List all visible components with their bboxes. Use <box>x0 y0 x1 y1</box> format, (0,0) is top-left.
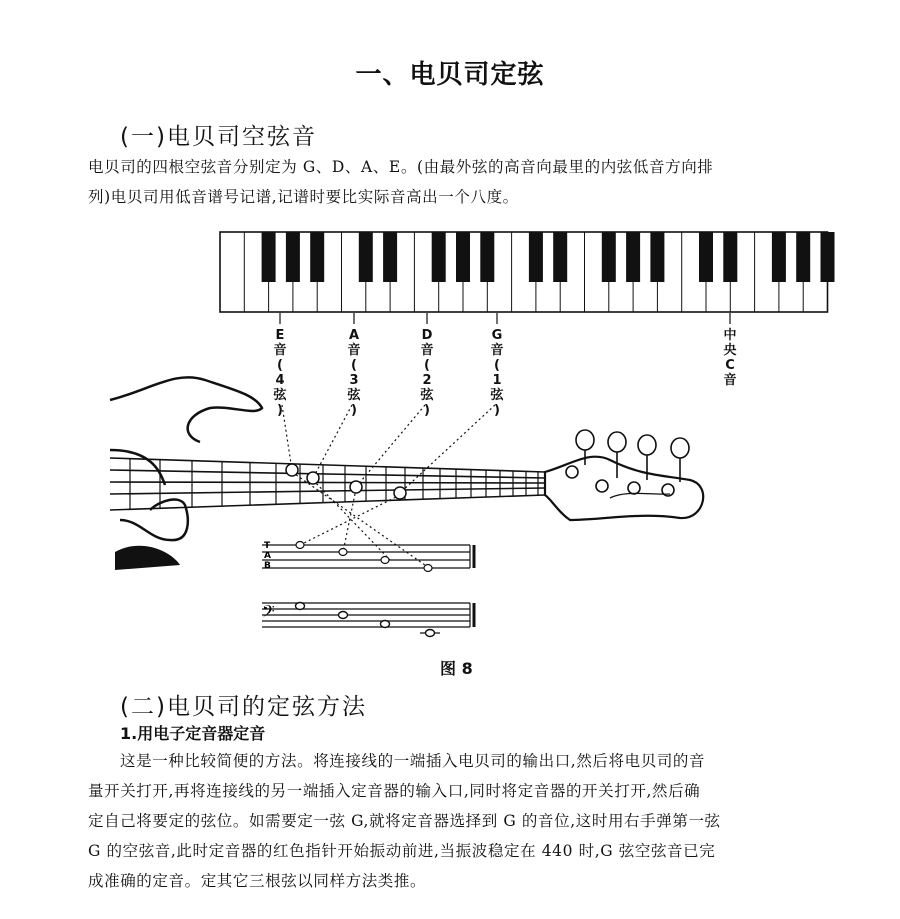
black-key <box>723 232 737 282</box>
page-heading: 一、电贝司定弦 <box>355 60 545 90</box>
label-char: E <box>275 328 285 343</box>
bass-clef-staff <box>262 603 474 633</box>
note-markers <box>286 464 406 499</box>
label-char: C <box>725 358 735 373</box>
label-char: 弦 <box>347 388 361 403</box>
label-g-string-1 <box>488 328 506 418</box>
black-key <box>699 232 713 282</box>
black-key <box>796 232 810 282</box>
bass-neck <box>110 458 545 510</box>
black-key <box>626 232 640 282</box>
label-char: D <box>421 328 433 343</box>
black-key <box>529 232 543 282</box>
label-e-string-4 <box>271 328 289 418</box>
label-char: 中 <box>723 328 737 343</box>
label-char: ) <box>277 403 283 418</box>
section-2-line-4: G 的空弦音,此时定音器的红色指针开始振动前进,当振波稳定在 440 时,G 弦空弦音已完 <box>88 842 716 860</box>
label-char: 2 <box>422 373 432 388</box>
label-char: ) <box>351 403 357 418</box>
label-char: ( <box>424 358 430 373</box>
label-char: 音 <box>420 343 434 358</box>
label-middle-c <box>721 328 739 388</box>
black-key <box>821 232 835 282</box>
section-1-line-1: 电贝司的四根空弦音分别定为 G、D、A、E。(由最外弦的高音向最里的内弦低音方向排 <box>88 158 714 176</box>
label-char: A <box>348 328 360 343</box>
label-char: 1 <box>492 373 502 388</box>
black-key <box>310 232 324 282</box>
figure-caption: 图 8 <box>440 659 473 678</box>
figure-8-diagram <box>0 220 900 660</box>
section-2-line-1: 这是一种比较简便的方法。将连接线的一端插入电贝司的输出口,然后将电贝司的音 <box>120 752 706 770</box>
label-char: 央 <box>723 343 737 358</box>
label-char: 弦 <box>420 388 434 403</box>
section-2-subtitle: 1.用电子定音器定音 <box>120 724 266 743</box>
section-2-title: (二)电贝司的定弦方法 <box>120 694 367 720</box>
label-char: 4 <box>275 373 285 388</box>
black-key <box>432 232 446 282</box>
black-key <box>359 232 373 282</box>
black-key <box>480 232 494 282</box>
piano-keyboard <box>220 232 835 312</box>
label-char: ( <box>494 358 500 373</box>
label-char: 3 <box>349 373 359 388</box>
tab-staff <box>262 545 474 568</box>
label-char: ) <box>494 403 500 418</box>
label-char: ( <box>351 358 357 373</box>
headstock-logo-mark <box>610 493 670 498</box>
section-2-line-5: 成准确的定音。定其它三根弦以同样方法类推。 <box>88 872 427 890</box>
section-2-line-2: 量开关打开,再将连接线的另一端插入定音器的输入口,同时将定音器的开关打开,然后确 <box>88 782 701 800</box>
label-char: ( <box>277 358 283 373</box>
black-key <box>262 232 276 282</box>
label-char: 弦 <box>273 388 287 403</box>
tab-zeros <box>296 542 432 572</box>
section-1-title: (一)电贝司空弦音 <box>120 124 317 150</box>
label-char: 音 <box>273 343 287 358</box>
staff-notes <box>296 603 435 637</box>
black-key <box>456 232 470 282</box>
label-char: 音 <box>347 343 361 358</box>
label-d-string-2 <box>418 328 436 418</box>
label-char: 音 <box>490 343 504 358</box>
black-key <box>553 232 567 282</box>
label-char: G <box>491 328 503 343</box>
bass-body-shadow <box>115 546 180 570</box>
black-key <box>383 232 397 282</box>
black-key <box>650 232 664 282</box>
black-key <box>286 232 300 282</box>
label-char: 弦 <box>490 388 504 403</box>
label-char: ) <box>424 403 430 418</box>
black-key <box>772 232 786 282</box>
tab-letter-a: A <box>264 551 271 561</box>
label-a-string-3 <box>345 328 363 418</box>
section-1-line-2: 列)电贝司用低音谱号记谱,记谱时要比实际音高出一个八度。 <box>88 188 519 206</box>
bass-clef-icon: 𝄢 <box>262 601 275 625</box>
tab-letter-b: B <box>264 561 271 571</box>
label-char: 音 <box>723 373 737 388</box>
section-2-line-3: 定自己将要定的弦位。如需要定一弦 G,就将定音器选择到 G 的音位,这时用右手弹第一弦 <box>88 812 721 830</box>
black-key <box>602 232 616 282</box>
tuning-pegs <box>566 430 689 496</box>
tab-letter-t: T <box>264 541 271 551</box>
